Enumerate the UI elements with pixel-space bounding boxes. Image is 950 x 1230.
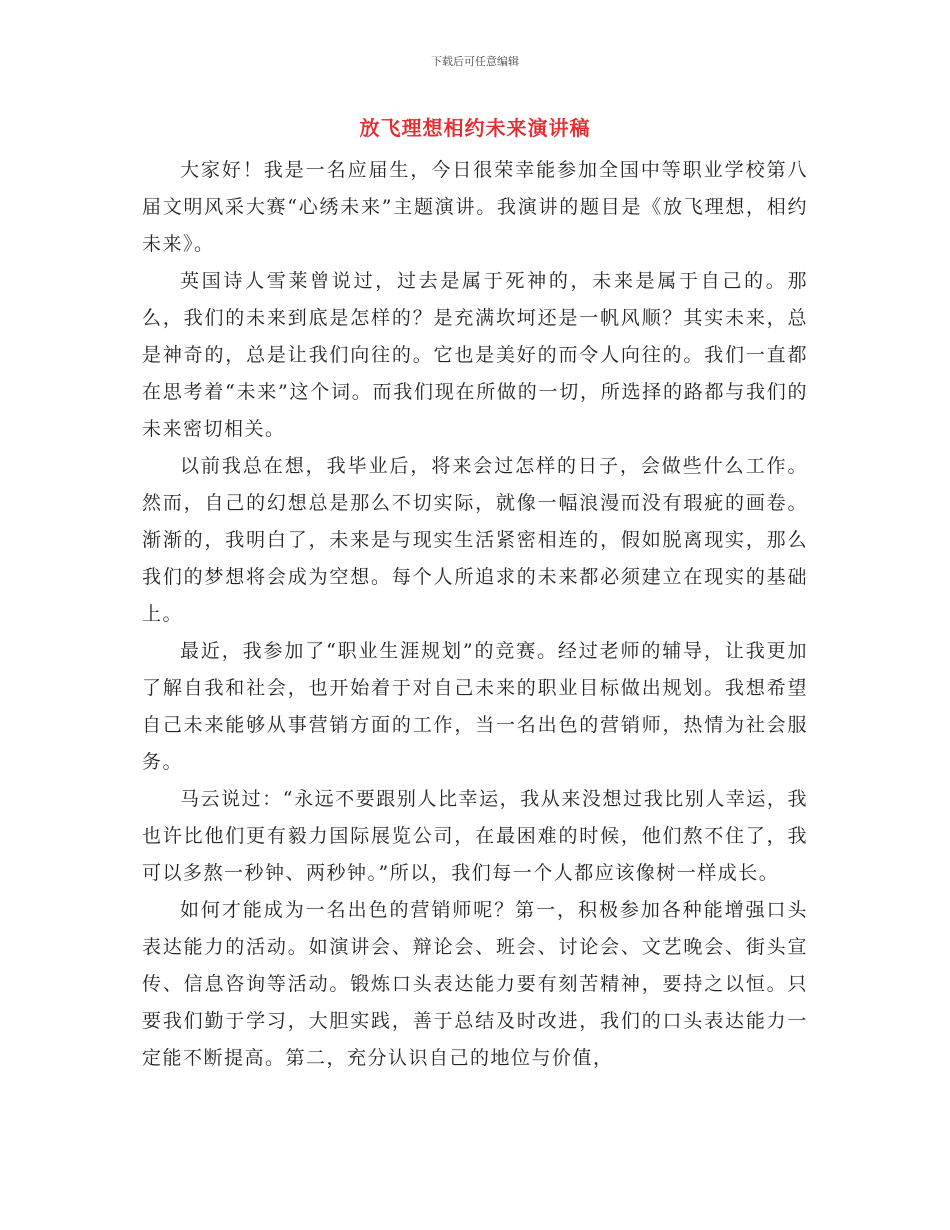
- document-body: [142, 152, 808, 1077]
- paragraph-1: 大家好！我是一名应届生，今日很荣幸能参加全国中等职业学校第八届文明风采大赛“心绣未来”主题演讲。我演讲的题目是《放飞理想，相约未来》。: [142, 159, 808, 255]
- document-title: 放飞理想相约未来演讲稿: [359, 116, 591, 140]
- paragraph-5: 马云说过：“永远不要跟别人比幸运，我从来没想过我比别人幸运，我也许比他们更有毅力国际展览公司，在最困难的时候，他们熬不住了，我可以多熬一秒钟、两秒钟。”所以，我们每一个人都应该像树一样成长。: [142, 788, 808, 884]
- paragraph-2: 英国诗人雪莱曾说过，过去是属于死神的，未来是属于自己的。那么，我们的未来到底是怎样的？是充满坎坷还是一帆风顺？其实未来，总是神奇的，总是让我们向往的。它也是美好的而令人向往的。我们一直都在思考着“未来”这个词。而我们现在所做的一切，所选择的路都与我们的未来密切相关。: [142, 270, 808, 440]
- paragraph-3: 以前我总在想，我毕业后，将来会过怎样的日子，会做些什么工作。然而，自己的幻想总是那么不切实际，就像一幅浪漫而没有瑕疵的画卷。渐渐的，我明白了，未来是与现实生活紧密相连的，假如脱离现实，那么我们的梦想将会成为空想。每个人所追求的未来都必须建立在现实的基础上。: [142, 455, 808, 625]
- paragraph-4: 最近，我参加了“职业生涯规划”的竞赛。经过老师的辅导，让我更加了解自我和社会，也开始着于对自己未来的职业目标做出规划。我想希望自己未来能够从事营销方面的工作，当一名出色的营销师，热情为社会服务。: [142, 640, 808, 773]
- paragraph-6: 如何才能成为一名出色的营销师呢？第一，积极参加各种能增强口头表达能力的活动。如演讲会、辩论会、班会、讨论会、文艺晚会、街头宣传、信息咨询等活动。锻炼口头表达能力要有刻苦精神，要持之以恒。只要我们勤于学习，大胆实践，善于总结及时改进，我们的口头表达能力一定能不断提高。第二，充分认识自己的地位与价值，: [142, 899, 808, 1069]
- header-note: 下载后可任意编辑: [431, 55, 519, 68]
